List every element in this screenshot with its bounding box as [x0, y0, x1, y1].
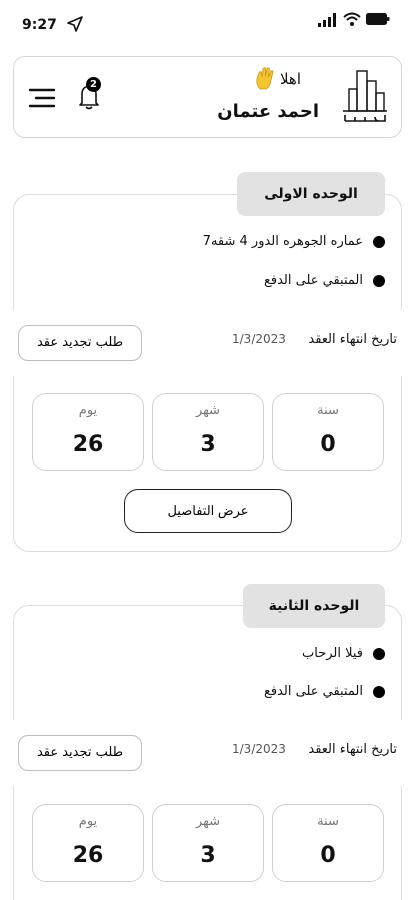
remaining-payment-row — [264, 273, 385, 288]
contract-end-date: 1/3/2023 — [232, 742, 286, 756]
counter-value: 26 — [72, 843, 104, 868]
notification-badge: 2 — [86, 77, 101, 92]
counter-day — [32, 804, 144, 882]
counter-day — [32, 393, 144, 471]
bullet-dot — [373, 648, 385, 660]
unit-address: فيلا الرحاب — [301, 646, 363, 661]
battery-icon — [366, 13, 390, 25]
remaining-payment-label: المتبقي على الدفع — [263, 684, 363, 699]
status-time: 9:27 — [22, 17, 57, 33]
unit-title: الوحده الثانية — [243, 584, 385, 628]
counter-value: 0 — [320, 432, 336, 457]
counter-label: سنة — [317, 814, 339, 829]
remaining-payment-row — [264, 684, 385, 699]
bullet-dot — [373, 275, 385, 287]
wifi-icon — [343, 12, 361, 27]
contract-end-date: 1/3/2023 — [232, 332, 286, 346]
counter-label: شهر — [195, 814, 221, 829]
counter-value: 3 — [200, 432, 216, 457]
renew-contract-button[interactable]: طلب تجديد عقد — [18, 325, 142, 361]
greeting-text: اهلا — [279, 70, 301, 88]
contract-end-label: تاريخ انتهاء العقد — [308, 742, 397, 757]
status-bar — [0, 0, 415, 48]
app-logo — [339, 67, 391, 127]
counter-value: 3 — [200, 843, 216, 868]
contract-end-label: تاريخ انتهاء العقد — [308, 332, 397, 347]
counter-month — [152, 804, 264, 882]
counter-label: سنة — [317, 403, 339, 418]
greeting — [254, 67, 301, 91]
counter-value: 0 — [320, 843, 336, 868]
counter-label: شهر — [195, 403, 221, 418]
counter-month — [152, 393, 264, 471]
counter-value: 26 — [72, 432, 104, 457]
unit-address: عماره الجوهره الدور 4 شقه7 — [202, 234, 363, 249]
notifications-button[interactable] — [72, 79, 106, 113]
contract-row — [0, 310, 415, 376]
bullet-dot — [373, 686, 385, 698]
waving-hand-icon — [254, 67, 276, 91]
counter-label: يوم — [78, 814, 98, 829]
location-arrow-icon — [66, 15, 84, 33]
unit-address-row — [302, 646, 385, 661]
renew-contract-button[interactable]: طلب تجديد عقد — [18, 735, 142, 771]
hamburger-menu-icon[interactable] — [28, 87, 56, 109]
unit-title: الوحده الاولى — [237, 172, 385, 216]
counter-year — [272, 393, 384, 471]
counter-year — [272, 804, 384, 882]
bullet-dot — [373, 236, 385, 248]
view-details-button[interactable]: عرض التفاصيل — [124, 489, 292, 533]
remaining-payment-label: المتبقي على الدفع — [263, 273, 363, 288]
user-header-card — [13, 56, 402, 138]
unit-address-row — [203, 234, 385, 249]
user-name: احمد عتمان — [217, 101, 319, 122]
counter-label: يوم — [78, 403, 98, 418]
signal-icon — [318, 13, 338, 27]
contract-row — [0, 720, 415, 786]
